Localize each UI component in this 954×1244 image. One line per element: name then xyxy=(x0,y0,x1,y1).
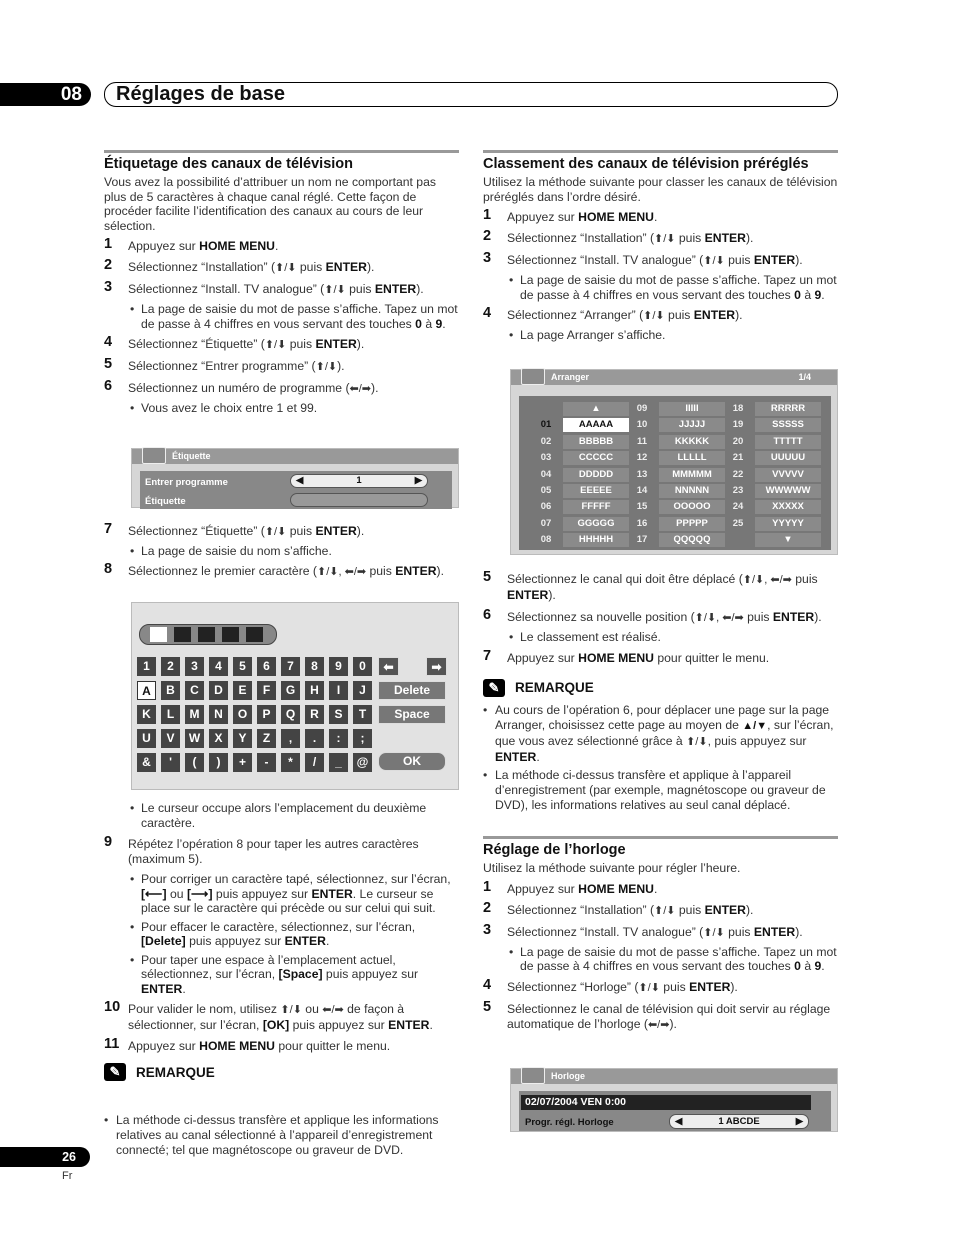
left-column xyxy=(104,150,459,416)
screen-title: Horloge xyxy=(551,1071,586,1081)
section-title-labeling: Étiquetage des canaux de télévision xyxy=(104,150,459,174)
key-2-7[interactable]: G xyxy=(281,681,300,700)
r-step-4: 4 Sélectionnez “Arranger” (⬆/⬇ puis ENTER). xyxy=(483,305,743,322)
channel-name-cell[interactable]: NNNNN xyxy=(659,484,725,498)
key-1-4[interactable]: 4 xyxy=(209,657,228,676)
tv-icon xyxy=(521,368,545,385)
c-step-4: 4 Sélectionnez “Horloge” (⬆/⬇ puis ENTER). xyxy=(483,976,738,994)
key-1-2[interactable]: 2 xyxy=(161,657,180,676)
backspace-arrow-icon[interactable]: ⬅ xyxy=(378,657,399,676)
r-step-6-bullet: • Le classement est réalisé. xyxy=(507,630,838,645)
etiquette-label: Étiquette xyxy=(145,496,186,507)
step-1: 1 Appuyez sur HOME MENU. xyxy=(104,236,279,253)
channel-name-cell[interactable]: DDDDD xyxy=(563,468,629,482)
position-number: 06 xyxy=(540,501,552,513)
key-5-9[interactable]: _ xyxy=(329,753,348,772)
page-indicator: 1/4 xyxy=(798,372,811,382)
step-7-bullet: • La page de saisie du nom s’affiche. xyxy=(128,544,459,559)
right-column-2 xyxy=(483,566,838,813)
c-step-3: 3 Sélectionnez “Install. TV analogue” (⬆/⬇ puis ENTER). xyxy=(483,921,803,939)
tv-icon xyxy=(521,1067,545,1084)
key-4-6[interactable]: Z xyxy=(257,729,276,748)
r-step-4-bullet: • La page Arranger s’affiche. xyxy=(507,328,838,343)
section-title-sorting: Classement des canaux de télévision préréglés xyxy=(483,150,838,174)
position-number: 18 xyxy=(732,403,744,414)
right-arrow-icon: ▶ xyxy=(414,475,422,486)
key-2-4[interactable]: D xyxy=(209,681,228,700)
step-5: 5 Sélectionnez “Entrer programme” (⬆/⬇). xyxy=(104,356,345,373)
key-1-6[interactable]: 6 xyxy=(257,657,276,676)
r-step-7: 7 Appuyez sur HOME MENU pour quitter le menu. xyxy=(483,647,770,665)
key-2-8[interactable]: H xyxy=(305,681,324,700)
key-4-9[interactable]: : xyxy=(329,729,348,748)
step-6-bullet: • Vous avez le choix entre 1 et 99. xyxy=(128,401,459,416)
channel-name-cell[interactable]: XXXXX xyxy=(755,500,821,514)
c-step-5: 5 Sélectionnez le canal de télévision qui doit servir au réglage automatique de l’horloge (⬅/➡). xyxy=(483,998,831,1031)
r-step-3: 3 Sélectionnez “Install. TV analogue” (⬆/⬇ puis ENTER). xyxy=(483,250,803,267)
position-number: 14 xyxy=(636,485,648,496)
step-3: 3 Sélectionnez “Install. TV analogue” (⬆/⬇ puis ENTER). xyxy=(104,279,424,296)
right-note-2: • La méthode ci-dessus transfère et applique à l’appareil d’enregistrement (par exemple, magnétoscope ou graveur de DVD), les informations relatives au seul canal déplacé. xyxy=(483,768,838,813)
c-step-1: 1 Appuyez sur HOME MENU. xyxy=(483,878,658,896)
step-7: 7 Sélectionnez “Étiquette” (⬆/⬇ puis ENTER). xyxy=(104,521,365,538)
key-3-9[interactable]: S xyxy=(329,705,348,724)
left-column-2 xyxy=(104,518,459,580)
channel-name-cell[interactable]: SSSSS xyxy=(755,418,821,432)
program-selector[interactable]: ◀ 1 ▶ xyxy=(290,474,428,488)
clock-setting-label: Progr. régl. Horloge xyxy=(525,1117,614,1128)
name-slot xyxy=(174,627,191,642)
key-5-1[interactable]: & xyxy=(137,753,156,772)
position-number: 07 xyxy=(540,517,552,529)
key-1-5[interactable]: 5 xyxy=(233,657,252,676)
step-6: 6 Sélectionnez un numéro de programme (⬅/➡). xyxy=(104,378,379,395)
left-column-3 xyxy=(104,797,459,1081)
key-3-10[interactable]: T xyxy=(353,705,372,724)
channel-name-cell[interactable]: KKKKK xyxy=(659,435,725,449)
tv-icon xyxy=(142,447,166,464)
step-9-bullet-2: • Pour effacer le caractère, sélectionnez, sur l’écran, [Delete] puis appuyez sur ENTER. xyxy=(128,920,459,949)
right-arrow-icon: ▶ xyxy=(795,1116,803,1127)
key-5-10[interactable]: @ xyxy=(353,753,372,772)
key-2-6[interactable]: F xyxy=(257,681,276,700)
key-2-3[interactable]: C xyxy=(185,681,204,700)
r-step-1: 1 Appuyez sur HOME MENU. xyxy=(483,207,658,224)
step-4: 4 Sélectionnez “Étiquette” (⬆/⬇ puis ENTER). xyxy=(104,334,365,351)
key-1-8[interactable]: 8 xyxy=(305,657,324,676)
key-3-2[interactable]: L xyxy=(161,705,180,724)
key-5-2[interactable]: ' xyxy=(161,753,180,772)
position-number: 13 xyxy=(636,468,648,480)
left-note: • La méthode ci-dessus transfère et applique les informations relatives au canal sélectionné à l’appareil d’enregistrement connecté; tel que magnétoscope ou graveur de DVD. xyxy=(104,1110,459,1158)
position-number xyxy=(535,402,557,416)
position-number: 17 xyxy=(636,534,648,546)
ok-button[interactable]: OK xyxy=(378,752,446,771)
step-8-bullet: • Le curseur occupe alors l’emplacement du deuxième caractère. xyxy=(128,801,459,830)
key-5-8[interactable]: / xyxy=(305,753,324,772)
channel-name-cell[interactable]: CCCCC xyxy=(563,451,629,465)
position-number: 19 xyxy=(732,419,744,431)
key-3-5[interactable]: O xyxy=(233,705,252,724)
r-step-3-bullet: • La page de saisie du mot de passe s’affiche. Tapez un mot de passe à 4 chiffres en vous servant des touches 0 à 9. xyxy=(507,273,838,302)
channel-name-cell[interactable]: OOOOO xyxy=(659,500,725,514)
space-button[interactable]: Space xyxy=(378,705,446,724)
key-4-5[interactable]: Y xyxy=(233,729,252,748)
name-slot xyxy=(222,627,239,642)
key-2-9[interactable]: I xyxy=(329,681,348,700)
channel-name-cell[interactable]: TTTTT xyxy=(755,435,821,449)
r-step-2: 2 Sélectionnez “Installation” (⬆/⬇ puis ENTER). xyxy=(483,228,754,245)
channel-name-cell[interactable]: GGGGG xyxy=(563,517,629,531)
channel-name-cell[interactable]: PPPPP xyxy=(659,517,725,531)
position-number: 25 xyxy=(732,517,744,529)
position-number: 15 xyxy=(636,501,648,513)
channel-name-cell[interactable]: WWWWW xyxy=(755,484,821,498)
key-4-3[interactable]: W xyxy=(185,729,204,748)
section-title-clock: Réglage de l’horloge xyxy=(483,836,838,860)
delete-button[interactable]: Delete xyxy=(378,681,446,700)
left-arrow-icon: ◀ xyxy=(296,475,304,486)
r-step-6: 6 Sélectionnez sa nouvelle position (⬆/⬇, ⬅/➡ puis ENTER). xyxy=(483,607,822,624)
chapter-title: Réglages de base xyxy=(104,82,838,107)
right-column xyxy=(483,150,838,343)
position-number: 16 xyxy=(636,517,648,529)
section-intro: Vous avez la possibilité d’attribuer un nom ne comportant pas plus de 5 caractères à chaque canal réglé. Cette façon de procéder facilite l’identification des canaux au cours de leur sélection. xyxy=(104,175,436,233)
key-4-2[interactable]: V xyxy=(161,729,180,748)
key-3-1[interactable]: K xyxy=(137,705,156,724)
key-4-1[interactable]: U xyxy=(137,729,156,748)
etiquette-screen xyxy=(131,448,459,508)
date-display: 02/07/2004 VEN 0:00 xyxy=(521,1095,811,1110)
key-2-10[interactable]: J xyxy=(353,681,372,700)
note-pencil-icon: ✎ xyxy=(104,1063,126,1081)
channel-name-cell[interactable]: MMMMM xyxy=(659,468,725,482)
forward-arrow-icon[interactable]: ➡ xyxy=(426,657,447,676)
clock-program-selector[interactable]: ◀ 1 ABCDE ▶ xyxy=(669,1114,809,1129)
key-2-2[interactable]: B xyxy=(161,681,180,700)
name-slots xyxy=(139,624,277,645)
key-2-1[interactable]: A xyxy=(137,681,156,700)
channel-name-cell[interactable]: LLLLL xyxy=(659,451,725,465)
entrer-programme-label: Entrer programme xyxy=(145,477,228,488)
channel-name-cell[interactable]: VVVVV xyxy=(755,468,821,482)
name-slot xyxy=(198,627,215,642)
section-intro-clock: Utilisez la méthode suivante pour régler l’heure. xyxy=(483,861,741,875)
key-4-8[interactable]: . xyxy=(305,729,324,748)
step-8: 8 Sélectionnez le premier caractère (⬆/⬇, ⬅/➡ puis ENTER). xyxy=(104,560,444,578)
arranger-grid xyxy=(519,396,831,550)
position-number: 04 xyxy=(540,468,552,480)
page-language: Fr xyxy=(62,1170,73,1182)
screen-title: Arranger xyxy=(551,372,590,382)
name-slot xyxy=(246,627,263,642)
keyboard-screen xyxy=(131,602,459,790)
position-number: 01 xyxy=(540,419,552,431)
key-4-7[interactable]: , xyxy=(281,729,300,748)
remarque-heading-right: ✎ REMARQUE xyxy=(483,679,838,697)
key-3-8[interactable]: R xyxy=(305,705,324,724)
key-1-7[interactable]: 7 xyxy=(281,657,300,676)
step-9: 9 Répétez l’opération 8 pour taper les autres caractères (maximum 5). xyxy=(104,834,419,866)
section-intro-sorting: Utilisez la méthode suivante pour classer les canaux de télévision préréglés dans l’ordre désiré. xyxy=(483,175,838,204)
key-3-6[interactable]: P xyxy=(257,705,276,724)
step-11: 11 Appuyez sur HOME MENU pour quitter le menu. xyxy=(104,1036,391,1053)
c-step-3-bullet: • La page de saisie du mot de passe s’affiche. Tapez un mot de passe à 4 chiffres en vous servant des touches 0 à 9. xyxy=(507,945,838,974)
channel-name-cell[interactable]: HHHHH xyxy=(563,533,629,547)
key-1-1[interactable]: 1 xyxy=(137,657,156,676)
chapter-number: 08 xyxy=(0,83,91,106)
position-number: 21 xyxy=(732,452,744,464)
key-3-3[interactable]: M xyxy=(185,705,204,724)
step-9-bullet-1: • Pour corriger un caractère tapé, sélectionnez, sur l’écran, [⟵] ou [⟶] puis appuyez sur ENTER. Le curseur se place sur le caractère qui précède ou sur celui qui suit. xyxy=(128,872,459,916)
arranger-screen xyxy=(510,369,838,555)
key-4-4[interactable]: X xyxy=(209,729,228,748)
key-5-6[interactable]: - xyxy=(257,753,276,772)
step-9-bullet-3: • Pour taper une espace à l’emplacement actuel, sélectionnez, sur l’écran, [Space] puis appuyez sur ENTER. xyxy=(128,953,459,997)
name-slot-active xyxy=(150,627,167,642)
key-2-5[interactable]: E xyxy=(233,681,252,700)
etiquette-field[interactable] xyxy=(290,493,428,507)
position-number xyxy=(727,533,749,547)
channel-name-cell[interactable]: AAAAA xyxy=(563,418,629,432)
channel-name-cell[interactable]: RRRRR xyxy=(755,402,821,416)
note-pencil-icon: ✎ xyxy=(483,679,505,697)
position-number: 24 xyxy=(732,501,744,513)
channel-name-cell[interactable]: ▼ xyxy=(755,533,821,547)
right-note-1: • Au cours de l’opération 6, pour déplacer une page sur la page Arranger, choisissez cette page au moyen de ▲/▼, sur l’écran, que vous avez sélectionné grâce à ⬆/⬇, puis appuyez sur ENTER. xyxy=(483,703,838,765)
channel-name-cell[interactable]: JJJJJ xyxy=(659,418,725,432)
c-step-2: 2 Sélectionnez “Installation” (⬆/⬇ puis ENTER). xyxy=(483,899,754,917)
key-5-7[interactable]: * xyxy=(281,753,300,772)
position-number: 20 xyxy=(732,435,744,447)
step-2: 2 Sélectionnez “Installation” (⬆/⬇ puis ENTER). xyxy=(104,257,375,274)
page-number: 26 xyxy=(0,1147,90,1167)
step-10: 10 Pour valider le nom, utilisez ⬆/⬇ ou ⬅/➡ de façon à sélectionner, sur l’écran, [OK] puis appuyez sur ENTER. xyxy=(104,999,433,1032)
position-number: 02 xyxy=(540,435,552,447)
key-1-9[interactable]: 9 xyxy=(329,657,348,676)
key-5-3[interactable]: ( xyxy=(185,753,204,772)
channel-name-cell[interactable]: EEEEE xyxy=(563,484,629,498)
position-number: 12 xyxy=(636,452,648,464)
position-number: 03 xyxy=(540,452,552,464)
channel-name-cell[interactable]: IIIII xyxy=(659,402,725,416)
position-number: 09 xyxy=(636,403,648,414)
position-number: 05 xyxy=(540,485,552,496)
channel-name-cell[interactable]: FFFFF xyxy=(563,500,629,514)
horloge-screen xyxy=(510,1068,838,1132)
channel-name-cell[interactable]: YYYYY xyxy=(755,517,821,531)
key-5-5[interactable]: + xyxy=(233,753,252,772)
remarque-heading: ✎ REMARQUE xyxy=(104,1063,459,1081)
position-number: 10 xyxy=(636,419,648,431)
channel-name-cell[interactable]: BBBBB xyxy=(563,435,629,449)
right-column-3 xyxy=(483,836,838,1033)
key-4-10[interactable]: ; xyxy=(353,729,372,748)
channel-name-cell[interactable]: UUUUU xyxy=(755,451,821,465)
r-step-5: 5 Sélectionnez le canal qui doit être déplacé (⬆/⬇, ⬅/➡ puis ENTER). xyxy=(483,569,818,602)
left-arrow-icon: ◀ xyxy=(675,1116,683,1127)
screen-title: Étiquette xyxy=(172,451,211,461)
key-5-4[interactable]: ) xyxy=(209,753,228,772)
step-3-bullet: • La page de saisie du mot de passe s’affiche. Tapez un mot de passe à 4 chiffres en vous servant des touches 0 à 9. xyxy=(128,302,459,331)
position-number: 22 xyxy=(732,468,744,480)
key-1-3[interactable]: 3 xyxy=(185,657,204,676)
key-3-4[interactable]: N xyxy=(209,705,228,724)
position-number: 11 xyxy=(636,435,648,447)
key-3-7[interactable]: Q xyxy=(281,705,300,724)
channel-name-cell[interactable]: ▲ xyxy=(563,402,629,416)
channel-name-cell[interactable]: QQQQQ xyxy=(659,533,725,547)
position-number: 23 xyxy=(732,485,744,496)
position-number: 08 xyxy=(540,534,552,546)
key-1-10[interactable]: 0 xyxy=(353,657,372,676)
